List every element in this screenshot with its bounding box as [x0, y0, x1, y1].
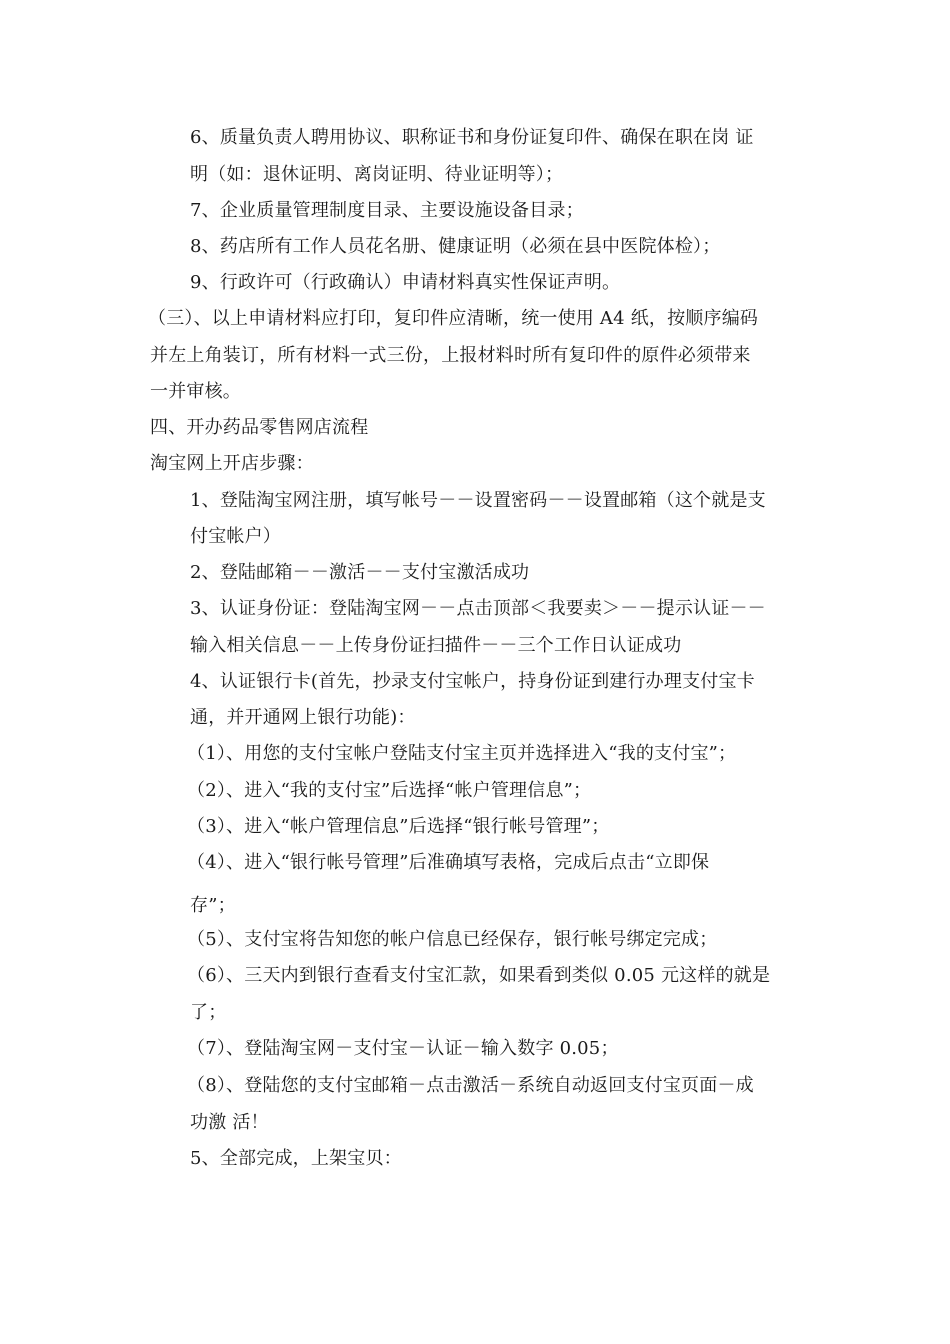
text-line: （7）、登陆淘宝网－支付宝－认证－输入数字 0.05； [187, 1038, 619, 1059]
text-line: （2）、进入“我的支付宝”后选择“帐户管理信息”； [187, 780, 592, 801]
text-line: 并左上角装订，所有材料一式三份，上报材料时所有复印件的原件必须带来 [150, 345, 751, 366]
text-line: （5）、支付宝将告知您的帐户信息已经保存，银行帐号绑定完成； [187, 929, 718, 950]
text-line: 通，并开通网上银行功能)： [190, 707, 416, 728]
text-line: （6）、三天内到银行查看支付宝汇款，如果看到类似 0.05 元这样的就是 [187, 965, 771, 986]
text-line: 了； [190, 1002, 227, 1023]
text-line: （3）、进入“帐户管理信息”后选择“银行帐号管理”； [187, 816, 610, 837]
text-line: 6、质量负责人聘用协议、职称证书和身份证复印件、确保在职在岗 证 [190, 127, 754, 148]
text-line: （4）、进入“银行帐号管理”后准确填写表格，完成后点击“立即保 [187, 852, 710, 873]
text-line: （三）、以上申请材料应打印，复印件应清晰，统一使用 A4 纸，按顺序编码 [148, 308, 759, 329]
text-line: 一并审核。 [150, 381, 241, 402]
text-line: 7、企业质量管理制度目录、主要设施设备目录； [190, 200, 584, 221]
text-line: （1）、用您的支付宝帐户登陆支付宝主页并选择进入“我的支付宝”； [187, 743, 737, 764]
text-line: 3、认证身份证：登陆淘宝网－－点击顶部＜我要卖＞－－提示认证－－ [190, 598, 766, 619]
text-line: 4、认证银行卡(首先，抄录支付宝帐户，持身份证到建行办理支付宝卡 [190, 671, 755, 692]
text-line: 1、登陆淘宝网注册，填写帐号－－设置密码－－设置邮箱（这个就是支 [190, 490, 766, 511]
text-line: 9、行政许可（行政确认）申请材料真实性保证声明。 [190, 272, 621, 293]
text-line: 淘宝网上开店步骤： [150, 453, 314, 474]
text-line: 输入相关信息－－上传身份证扫描件－－三个工作日认证成功 [190, 635, 682, 656]
text-line: 存”； [190, 895, 236, 916]
text-line: 功激 活！ [190, 1112, 269, 1133]
text-line: （8）、登陆您的支付宝邮箱－点击激活－系统自动返回支付宝页面－成 [187, 1075, 754, 1096]
text-line: 2、登陆邮箱－－激活－－支付宝激活成功 [190, 562, 530, 583]
text-line: 5、全部完成，上架宝贝： [190, 1148, 402, 1169]
section-heading: 四、开办药品零售网店流程 [150, 417, 369, 438]
text-line: 明（如：退休证明、离岗证明、待业证明等）； [190, 164, 564, 185]
text-line: 8、药店所有工作人员花名册、健康证明（必须在县中医院体检）； [190, 236, 721, 257]
text-line: 付宝帐户） [190, 526, 281, 547]
